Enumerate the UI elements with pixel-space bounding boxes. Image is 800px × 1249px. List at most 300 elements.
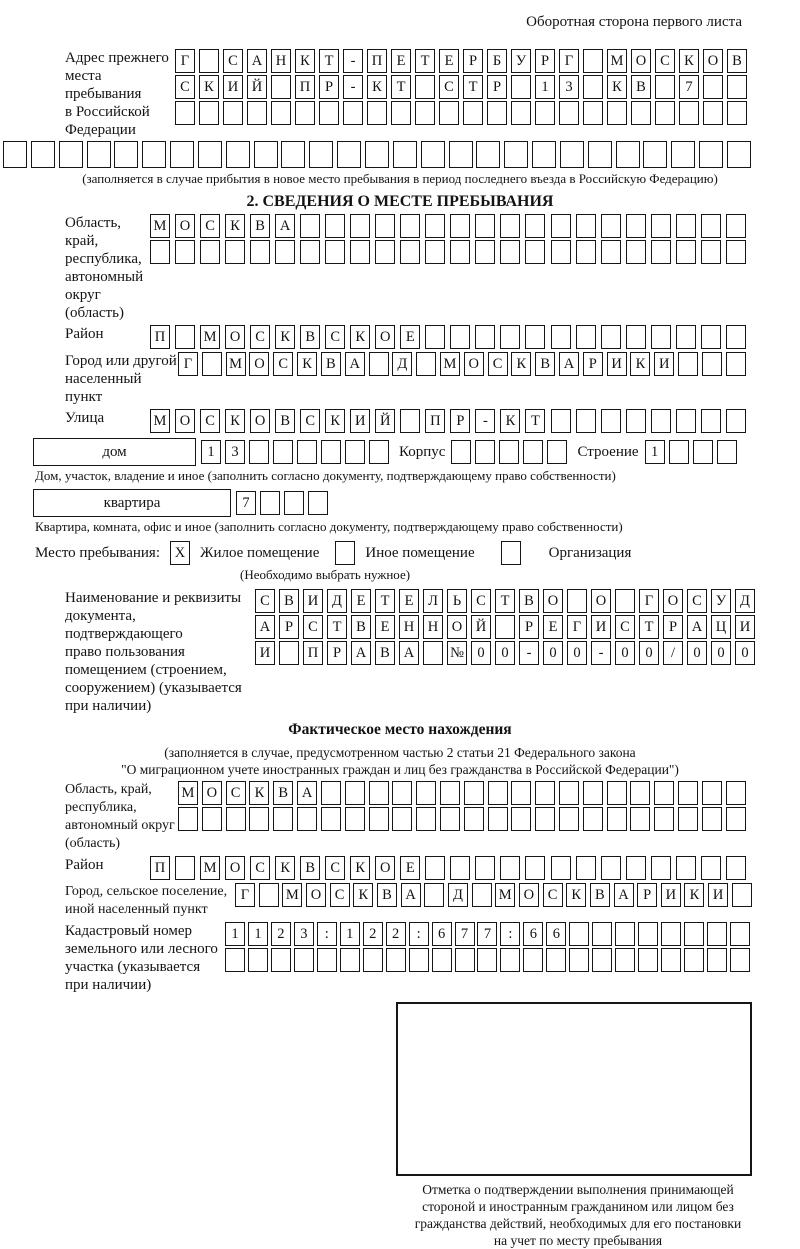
char-box[interactable]: О [249,352,269,376]
char-box[interactable]: О [225,325,245,349]
char-box[interactable] [651,240,671,264]
char-box[interactable] [500,214,520,238]
char-box[interactable] [472,883,492,907]
char-box[interactable] [702,807,722,831]
char-box[interactable] [178,807,198,831]
char-box[interactable]: С [200,409,220,433]
char-box[interactable] [678,352,698,376]
char-box[interactable]: О [543,589,563,613]
char-box[interactable] [225,240,245,264]
char-box[interactable]: М [178,781,198,805]
char-box[interactable]: К [275,856,295,880]
char-box[interactable]: О [519,883,539,907]
char-box[interactable]: П [150,325,170,349]
char-box[interactable] [425,240,445,264]
char-box[interactable] [607,807,627,831]
char-box[interactable] [727,101,747,125]
char-box[interactable]: 0 [687,641,707,665]
char-box[interactable]: Р [279,615,299,639]
char-box[interactable] [3,141,27,168]
char-box[interactable]: 0 [735,641,755,665]
char-box[interactable] [247,101,267,125]
char-box[interactable] [300,214,320,238]
char-box[interactable]: К [350,325,370,349]
char-box[interactable]: Г [639,589,659,613]
char-box[interactable]: - [519,641,539,665]
char-box[interactable] [337,141,361,168]
char-box[interactable]: М [440,352,460,376]
char-box[interactable]: К [249,781,269,805]
char-box[interactable] [569,948,589,972]
char-box[interactable] [592,948,612,972]
char-box[interactable]: П [295,75,315,99]
char-box[interactable] [626,856,646,880]
char-box[interactable] [295,101,315,125]
char-box[interactable] [576,214,596,238]
char-box[interactable]: 1 [645,440,665,464]
char-box[interactable] [726,352,746,376]
char-box[interactable] [365,141,389,168]
char-box[interactable] [260,491,280,515]
char-box[interactable] [271,948,291,972]
char-box[interactable] [275,240,295,264]
char-box[interactable] [551,240,571,264]
char-box[interactable] [273,807,293,831]
char-box[interactable] [532,141,556,168]
char-box[interactable] [616,141,640,168]
char-box[interactable] [450,214,470,238]
char-box[interactable]: М [200,856,220,880]
char-box[interactable] [225,948,245,972]
char-box[interactable] [576,409,596,433]
char-box[interactable]: В [300,325,320,349]
char-box[interactable] [576,325,596,349]
char-box[interactable] [601,856,621,880]
char-box[interactable] [583,49,603,73]
char-box[interactable]: С [687,589,707,613]
char-box[interactable] [450,325,470,349]
char-box[interactable]: Т [391,75,411,99]
char-box[interactable]: В [275,409,295,433]
char-box[interactable] [500,325,520,349]
char-box[interactable]: У [711,589,731,613]
char-box[interactable]: 7 [455,922,475,946]
char-box[interactable] [651,409,671,433]
char-box[interactable]: Т [319,49,339,73]
char-box[interactable] [701,240,721,264]
char-box[interactable]: В [321,352,341,376]
char-box[interactable]: Е [351,589,371,613]
char-box[interactable] [551,325,571,349]
char-box[interactable] [200,240,220,264]
apartment-type-box[interactable]: квартира [33,489,231,517]
char-box[interactable] [525,325,545,349]
char-box[interactable] [511,75,531,99]
char-box[interactable] [425,325,445,349]
char-box[interactable] [551,409,571,433]
char-box[interactable] [367,101,387,125]
char-box[interactable]: - [591,641,611,665]
char-box[interactable] [350,214,370,238]
char-box[interactable] [655,101,675,125]
char-box[interactable] [369,352,389,376]
char-box[interactable] [576,856,596,880]
char-box[interactable] [592,922,612,946]
char-box[interactable]: 0 [711,641,731,665]
char-box[interactable]: А [687,615,707,639]
char-box[interactable]: И [591,615,611,639]
char-box[interactable] [450,856,470,880]
char-box[interactable]: М [226,352,246,376]
char-box[interactable] [676,856,696,880]
char-box[interactable] [500,856,520,880]
char-box[interactable] [345,807,365,831]
char-box[interactable]: К [679,49,699,73]
char-box[interactable] [297,440,317,464]
char-box[interactable]: А [345,352,365,376]
char-box[interactable]: Д [735,589,755,613]
checkbox-other-premises[interactable] [335,541,355,565]
char-box[interactable]: Л [423,589,443,613]
char-box[interactable] [439,101,459,125]
char-box[interactable] [676,325,696,349]
char-box[interactable] [551,856,571,880]
char-box[interactable]: Т [375,589,395,613]
char-box[interactable] [701,325,721,349]
char-box[interactable] [559,101,579,125]
char-box[interactable] [87,141,111,168]
char-box[interactable] [699,141,723,168]
char-box[interactable] [569,922,589,946]
char-box[interactable] [730,922,750,946]
char-box[interactable] [250,240,270,264]
char-box[interactable] [199,49,219,73]
char-box[interactable] [615,589,635,613]
char-box[interactable] [249,440,269,464]
char-box[interactable] [707,948,727,972]
char-box[interactable] [631,101,651,125]
char-box[interactable] [416,352,436,376]
char-box[interactable]: 7 [679,75,699,99]
char-box[interactable]: В [351,615,371,639]
char-box[interactable]: Н [271,49,291,73]
char-box[interactable]: Д [392,352,412,376]
char-box[interactable] [559,807,579,831]
char-box[interactable]: Е [399,589,419,613]
char-box[interactable] [626,240,646,264]
char-box[interactable] [511,101,531,125]
char-box[interactable]: Б [487,49,507,73]
char-box[interactable] [375,240,395,264]
char-box[interactable] [279,641,299,665]
char-box[interactable] [676,409,696,433]
char-box[interactable] [425,214,445,238]
char-box[interactable]: Е [391,49,411,73]
char-box[interactable]: К [511,352,531,376]
char-box[interactable] [393,141,417,168]
char-box[interactable] [607,781,627,805]
char-box[interactable] [350,240,370,264]
char-box[interactable]: Т [327,615,347,639]
char-box[interactable] [703,75,723,99]
char-box[interactable] [560,141,584,168]
char-box[interactable]: О [250,409,270,433]
char-box[interactable] [249,807,269,831]
char-box[interactable]: С [175,75,195,99]
char-box[interactable]: С [471,589,491,613]
char-box[interactable] [676,240,696,264]
char-box[interactable]: - [343,75,363,99]
char-box[interactable]: Д [327,589,347,613]
char-box[interactable]: : [317,922,337,946]
char-box[interactable] [271,101,291,125]
char-box[interactable] [727,141,751,168]
char-box[interactable] [273,440,293,464]
char-box[interactable] [321,440,341,464]
char-box[interactable]: Т [415,49,435,73]
char-box[interactable]: С [250,325,270,349]
char-box[interactable] [254,141,278,168]
char-box[interactable]: 6 [523,922,543,946]
char-box[interactable] [488,781,508,805]
char-box[interactable]: К [350,856,370,880]
char-box[interactable]: О [703,49,723,73]
char-box[interactable] [114,141,138,168]
char-box[interactable]: К [225,214,245,238]
char-box[interactable]: А [255,615,275,639]
char-box[interactable]: В [273,781,293,805]
char-box[interactable] [504,141,528,168]
char-box[interactable] [308,491,328,515]
char-box[interactable]: К [353,883,373,907]
char-box[interactable] [601,409,621,433]
char-box[interactable] [535,781,555,805]
char-box[interactable]: 3 [225,440,245,464]
char-box[interactable]: И [255,641,275,665]
char-box[interactable]: С [330,883,350,907]
char-box[interactable] [297,807,317,831]
char-box[interactable]: Р [327,641,347,665]
char-box[interactable] [601,214,621,238]
char-box[interactable]: М [495,883,515,907]
char-box[interactable] [170,141,194,168]
char-box[interactable] [523,440,543,464]
char-box[interactable] [684,948,704,972]
char-box[interactable] [392,807,412,831]
char-box[interactable]: 3 [294,922,314,946]
char-box[interactable]: А [247,49,267,73]
char-box[interactable]: О [202,781,222,805]
char-box[interactable] [281,141,305,168]
char-box[interactable] [345,440,365,464]
char-box[interactable]: С [300,409,320,433]
char-box[interactable] [488,807,508,831]
char-box[interactable]: 3 [559,75,579,99]
char-box[interactable] [732,883,752,907]
char-box[interactable]: М [607,49,627,73]
char-box[interactable] [661,922,681,946]
char-box[interactable] [400,240,420,264]
char-box[interactable] [175,856,195,880]
char-box[interactable]: С [200,214,220,238]
char-box[interactable]: Г [178,352,198,376]
char-box[interactable] [440,807,460,831]
char-box[interactable] [321,807,341,831]
char-box[interactable] [455,948,475,972]
char-box[interactable]: И [350,409,370,433]
char-box[interactable]: В [300,856,320,880]
char-box[interactable] [424,883,444,907]
char-box[interactable]: - [475,409,495,433]
char-box[interactable]: В [377,883,397,907]
char-box[interactable]: С [303,615,323,639]
char-box[interactable]: О [375,325,395,349]
char-box[interactable]: Г [567,615,587,639]
checkbox-organization[interactable] [501,541,521,565]
char-box[interactable] [671,141,695,168]
char-box[interactable]: М [150,214,170,238]
char-box[interactable] [175,325,195,349]
char-box[interactable]: Р [450,409,470,433]
char-box[interactable]: В [535,352,555,376]
char-box[interactable]: О [631,49,651,73]
char-box[interactable] [317,948,337,972]
char-box[interactable] [495,615,515,639]
char-box[interactable]: 1 [535,75,555,99]
char-box[interactable]: Р [583,352,603,376]
char-box[interactable]: О [591,589,611,613]
char-box[interactable]: П [367,49,387,73]
char-box[interactable]: 1 [248,922,268,946]
char-box[interactable] [626,214,646,238]
char-box[interactable] [684,922,704,946]
char-box[interactable]: В [727,49,747,73]
char-box[interactable] [525,856,545,880]
char-box[interactable] [601,240,621,264]
char-box[interactable]: А [614,883,634,907]
char-box[interactable] [651,856,671,880]
char-box[interactable] [369,781,389,805]
char-box[interactable] [500,948,520,972]
char-box[interactable]: 0 [615,641,635,665]
char-box[interactable]: Й [375,409,395,433]
char-box[interactable] [423,641,443,665]
char-box[interactable] [284,491,304,515]
char-box[interactable] [409,948,429,972]
char-box[interactable] [615,948,635,972]
char-box[interactable] [202,352,222,376]
char-box[interactable]: - [343,49,363,73]
char-box[interactable]: № [447,641,467,665]
char-box[interactable] [475,214,495,238]
char-box[interactable] [343,101,363,125]
char-box[interactable] [583,101,603,125]
char-box[interactable] [309,141,333,168]
char-box[interactable] [726,325,746,349]
char-box[interactable] [707,922,727,946]
char-box[interactable] [432,948,452,972]
char-box[interactable] [464,807,484,831]
char-box[interactable] [651,325,671,349]
char-box[interactable]: С [325,325,345,349]
char-box[interactable] [325,214,345,238]
char-box[interactable]: 0 [543,641,563,665]
char-box[interactable]: К [566,883,586,907]
char-box[interactable] [369,807,389,831]
char-box[interactable] [294,948,314,972]
char-box[interactable] [150,240,170,264]
char-box[interactable] [223,101,243,125]
char-box[interactable] [226,807,246,831]
char-box[interactable]: А [297,781,317,805]
char-box[interactable]: С [226,781,246,805]
char-box[interactable]: С [273,352,293,376]
char-box[interactable] [601,325,621,349]
char-box[interactable] [588,141,612,168]
char-box[interactable] [511,807,531,831]
char-box[interactable] [726,240,746,264]
char-box[interactable] [567,589,587,613]
char-box[interactable] [678,807,698,831]
char-box[interactable] [487,101,507,125]
char-box[interactable] [626,325,646,349]
char-box[interactable]: 7 [236,491,256,515]
char-box[interactable]: С [223,49,243,73]
char-box[interactable]: О [225,856,245,880]
char-box[interactable] [630,781,650,805]
char-box[interactable]: / [663,641,683,665]
char-box[interactable]: Р [519,615,539,639]
char-box[interactable] [717,440,737,464]
char-box[interactable]: 6 [546,922,566,946]
char-box[interactable] [726,781,746,805]
char-box[interactable]: : [500,922,520,946]
char-box[interactable] [319,101,339,125]
char-box[interactable]: В [250,214,270,238]
char-box[interactable] [477,948,497,972]
char-box[interactable] [421,141,445,168]
char-box[interactable]: С [255,589,275,613]
char-box[interactable] [726,856,746,880]
char-box[interactable]: В [590,883,610,907]
char-box[interactable]: П [303,641,323,665]
char-box[interactable]: Р [319,75,339,99]
char-box[interactable]: О [175,409,195,433]
char-box[interactable]: А [399,641,419,665]
char-box[interactable]: К [684,883,704,907]
char-box[interactable] [654,807,674,831]
char-box[interactable] [702,352,722,376]
char-box[interactable]: И [303,589,323,613]
char-box[interactable] [669,440,689,464]
char-box[interactable]: А [559,352,579,376]
char-box[interactable]: 1 [225,922,245,946]
char-box[interactable] [701,409,721,433]
char-box[interactable]: Г [559,49,579,73]
char-box[interactable]: И [607,352,627,376]
char-box[interactable] [583,75,603,99]
char-box[interactable]: А [351,641,371,665]
char-box[interactable]: В [279,589,299,613]
char-box[interactable] [199,101,219,125]
char-box[interactable]: В [375,641,395,665]
char-box[interactable]: 0 [495,641,515,665]
char-box[interactable]: С [655,49,675,73]
char-box[interactable]: О [447,615,467,639]
char-box[interactable]: А [401,883,421,907]
house-type-box[interactable]: дом [33,438,196,466]
char-box[interactable]: М [200,325,220,349]
